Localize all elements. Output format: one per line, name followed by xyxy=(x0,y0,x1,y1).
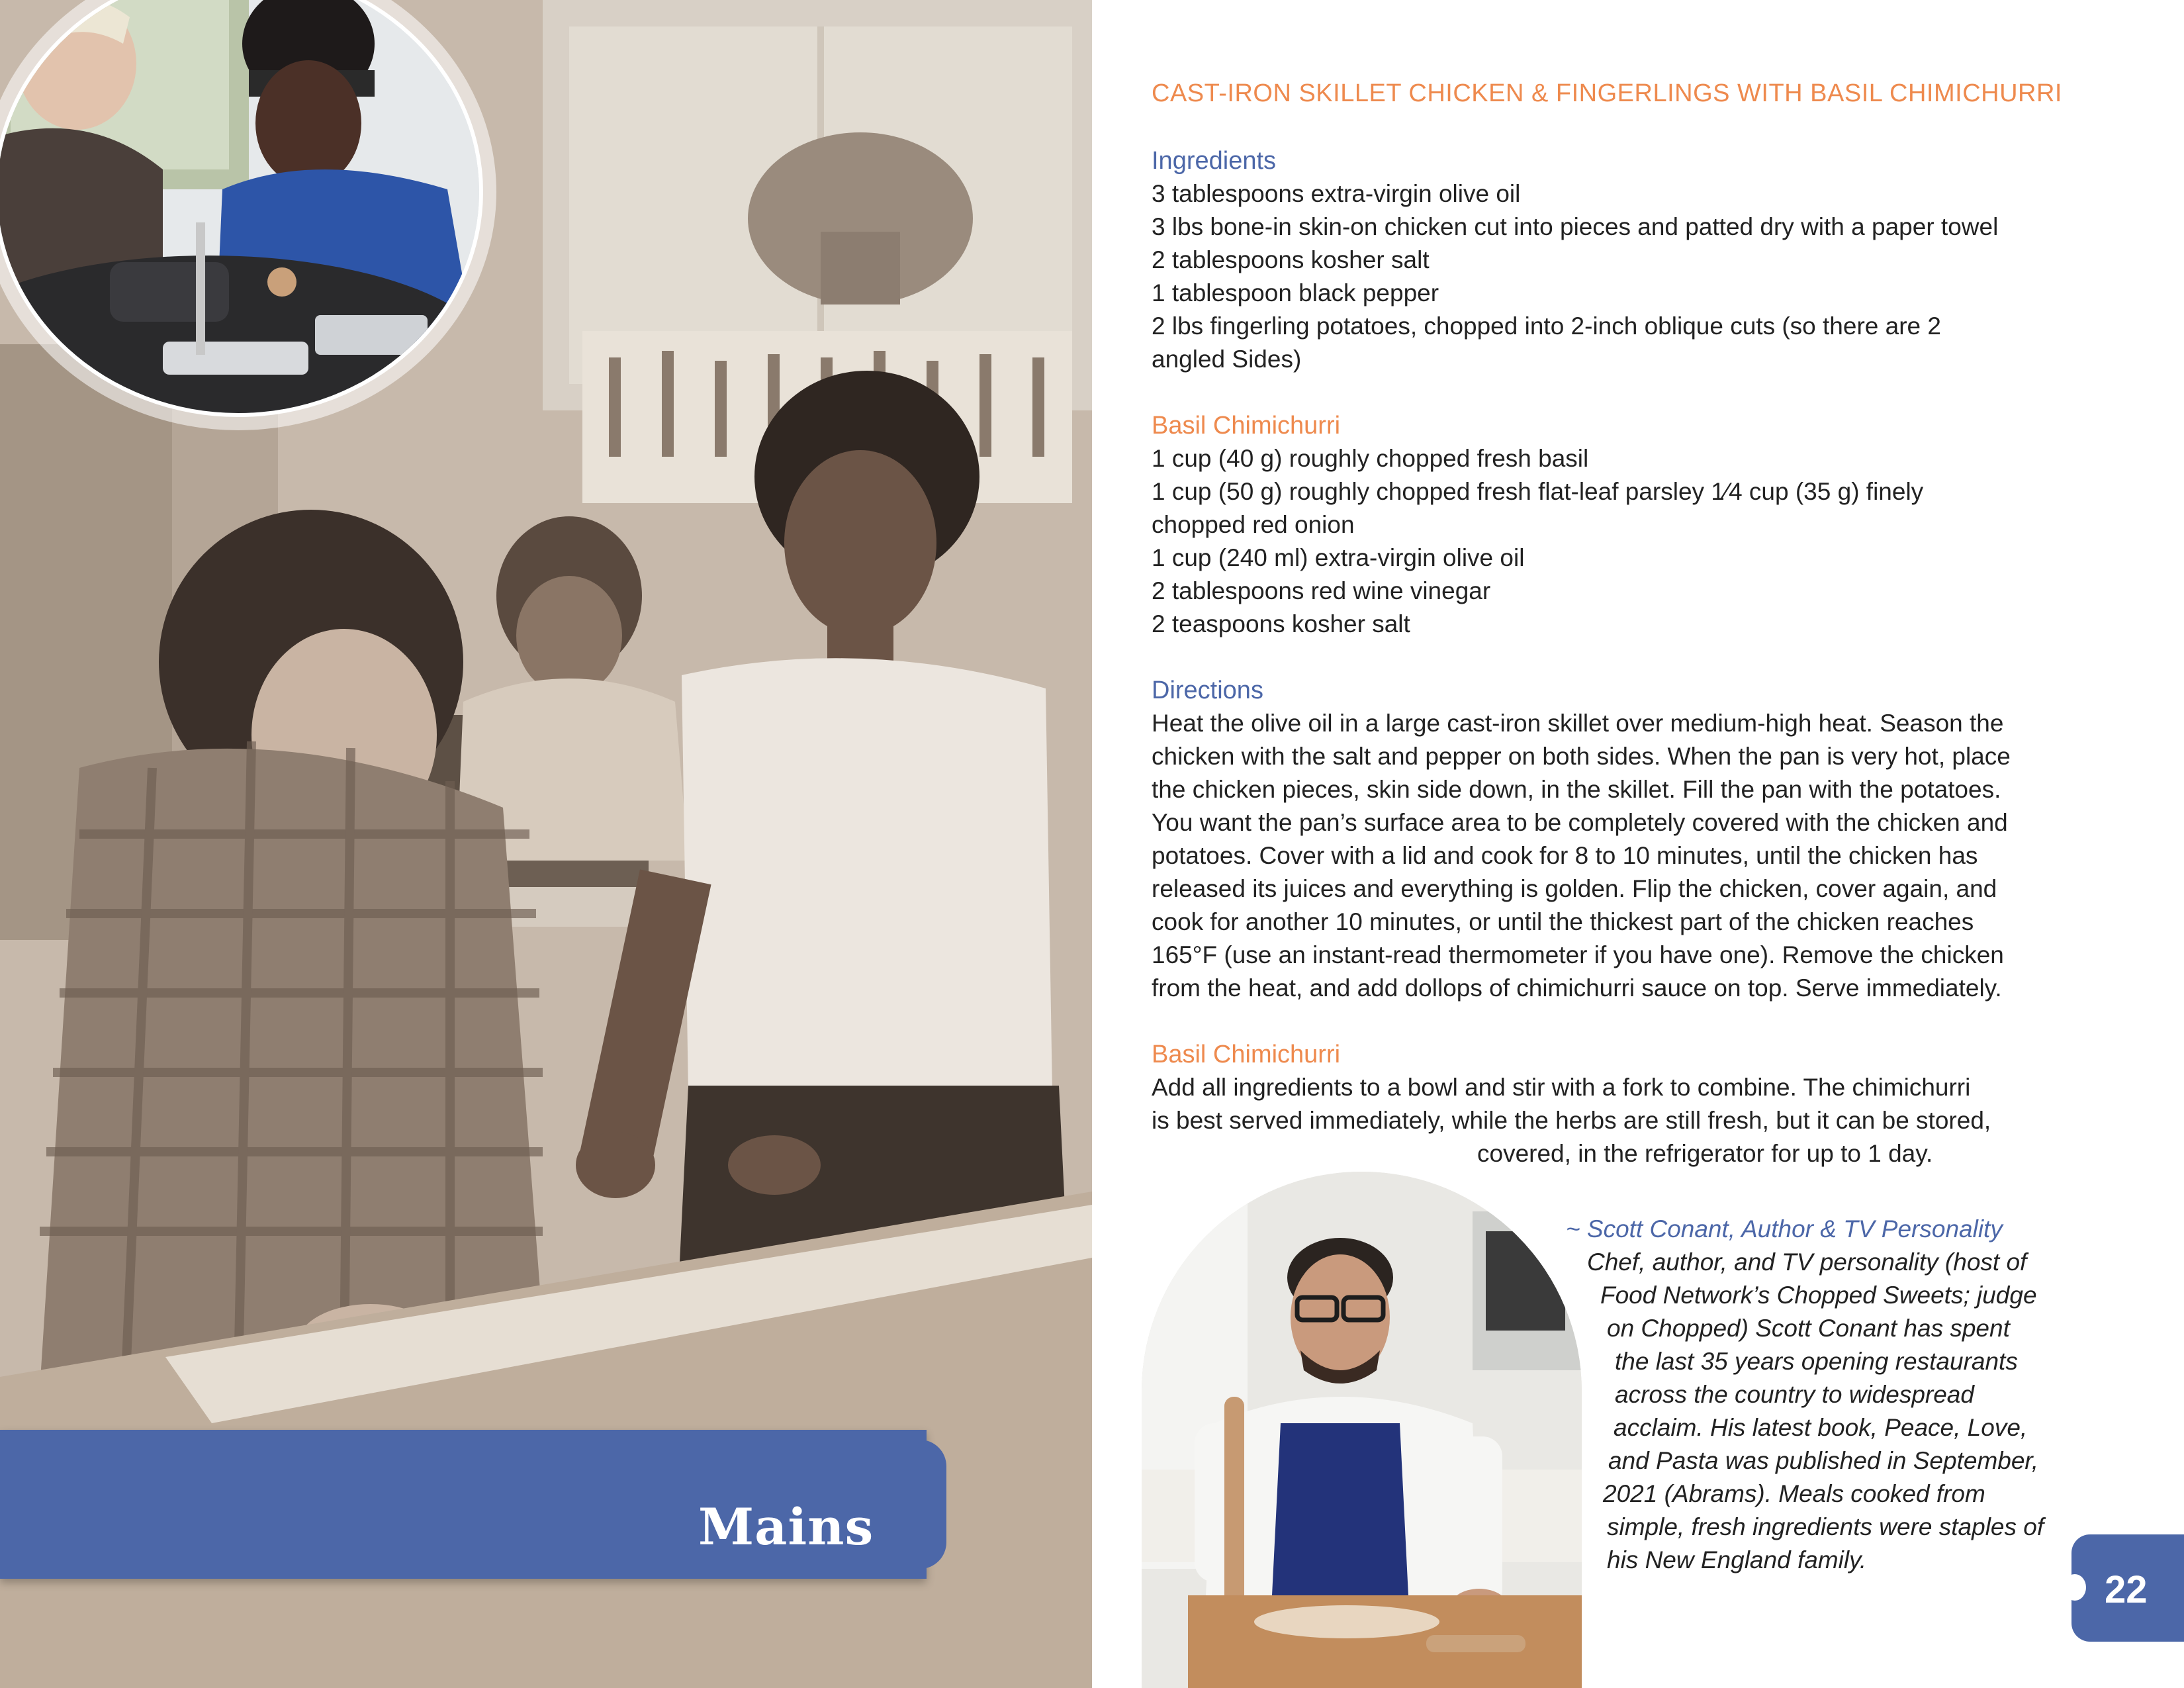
chimichurri-ingredient-line: 1 cup (240 ml) extra-virgin olive oil xyxy=(1152,544,1525,571)
page-number-tab-notch xyxy=(2064,1574,2086,1601)
recipe-attribution: ~ Scott Conant, Author & TV Personality xyxy=(1566,1215,2003,1243)
chimichurri-ingredient-line: 1 cup (40 g) roughly chopped fresh basil xyxy=(1152,445,1589,472)
directions-line: the chicken pieces, skin side down, in the skillet. Fill the pan with the potatoes. xyxy=(1152,776,2001,803)
chef-bio-line: Chef, author, and TV personality (host of xyxy=(1587,1248,2027,1276)
directions-heading: Directions xyxy=(1152,677,1263,704)
chimichurri-ingredient-line: 2 tablespoons red wine vinegar xyxy=(1152,577,1491,604)
ingredient-line: 3 tablespoons extra-virgin olive oil xyxy=(1152,180,1521,207)
chef-bio-line: the last 35 years opening restaurants xyxy=(1615,1348,2018,1375)
directions-line: You want the pan’s surface area to be completely covered with the chicken and xyxy=(1152,809,2008,836)
chef-bio-line: across the country to widespread xyxy=(1615,1381,1974,1408)
chimichurri-method-heading: Basil Chimichurri xyxy=(1152,1041,1341,1068)
ingredients-heading: Ingredients xyxy=(1152,147,1277,175)
chef-bio-line: on Chopped) Scott Conant has spent xyxy=(1607,1315,2010,1342)
ingredient-line: 3 lbs bone-in skin-on chicken cut into pieces and patted dry with a paper towel xyxy=(1152,213,1999,240)
directions-line: 165°F (use an instant-read thermometer if you have one). Remove the chicken xyxy=(1152,941,2004,968)
directions-line: Heat the olive oil in a large cast-iron skillet over medium-high heat. Season the xyxy=(1152,710,2004,737)
directions-line: cook for another 10 minutes, or until the thickest part of the chicken reaches xyxy=(1152,908,1974,935)
chimichurri-heading: Basil Chimichurri xyxy=(1152,412,1341,440)
directions-line: potatoes. Cover with a lid and cook for 8 to 10 minutes, until the chicken has xyxy=(1152,842,1978,869)
chimichurri-ingredient-line: 2 teaspoons kosher salt xyxy=(1152,610,1410,637)
chimichurri-ingredient-line: chopped red onion xyxy=(1152,511,1355,538)
chimichurri-method-line: is best served immediately, while the herbs are still fresh, but it can be stored, xyxy=(1152,1107,1991,1134)
directions-line: from the heat, and add dollops of chimichurri sauce on top. Serve immediately. xyxy=(1152,974,2002,1002)
ingredient-line: 2 tablespoons kosher salt xyxy=(1152,246,1430,273)
chimichurri-ingredient-line: 1 cup (50 g) roughly chopped fresh flat-leaf parsley 1⁄4 cup (35 g) finely xyxy=(1152,478,1924,505)
ingredient-line: 1 tablespoon black pepper xyxy=(1152,279,1439,306)
ingredient-line: 2 lbs fingerling potatoes, chopped into 2-inch oblique cuts (so there are 2 xyxy=(1152,312,1941,340)
chef-bio-line: simple, fresh ingredients were staples of xyxy=(1607,1513,2044,1540)
page-number: 22 xyxy=(2105,1568,2148,1611)
chef-bio-line: 2021 (Abrams). Meals cooked from xyxy=(1603,1480,1985,1507)
ingredient-line: angled Sides) xyxy=(1152,346,1302,373)
chef-bio-line: acclaim. His latest book, Peace, Love, xyxy=(1614,1414,2028,1441)
chef-portrait-photo xyxy=(1142,1172,1582,1688)
directions-line: released its juices and everything is golden. Flip the chicken, cover again, and xyxy=(1152,875,1997,902)
chef-bio-line: and Pasta was published in September, xyxy=(1608,1447,2038,1474)
chef-bio-line: Food Network’s Chopped Sweets; judge xyxy=(1600,1282,2037,1309)
section-title: Mains xyxy=(698,1497,874,1556)
recipe-title: CAST-IRON SKILLET CHICKEN & FINGERLINGS WITH BASIL CHIMICHURRI xyxy=(1152,79,2062,107)
chef-bio-line: his New England family. xyxy=(1607,1546,1867,1573)
chimichurri-method-line: covered, in the refrigerator for up to 1 day. xyxy=(1477,1140,1933,1167)
chimichurri-method-line: Add all ingredients to a bowl and stir with a fork to combine. The chimichurri xyxy=(1152,1074,1971,1101)
directions-line: chicken with the salt and pepper on both sides. When the pan is very hot, place xyxy=(1152,743,2011,770)
chef-portrait-illustration xyxy=(1142,1172,1582,1688)
